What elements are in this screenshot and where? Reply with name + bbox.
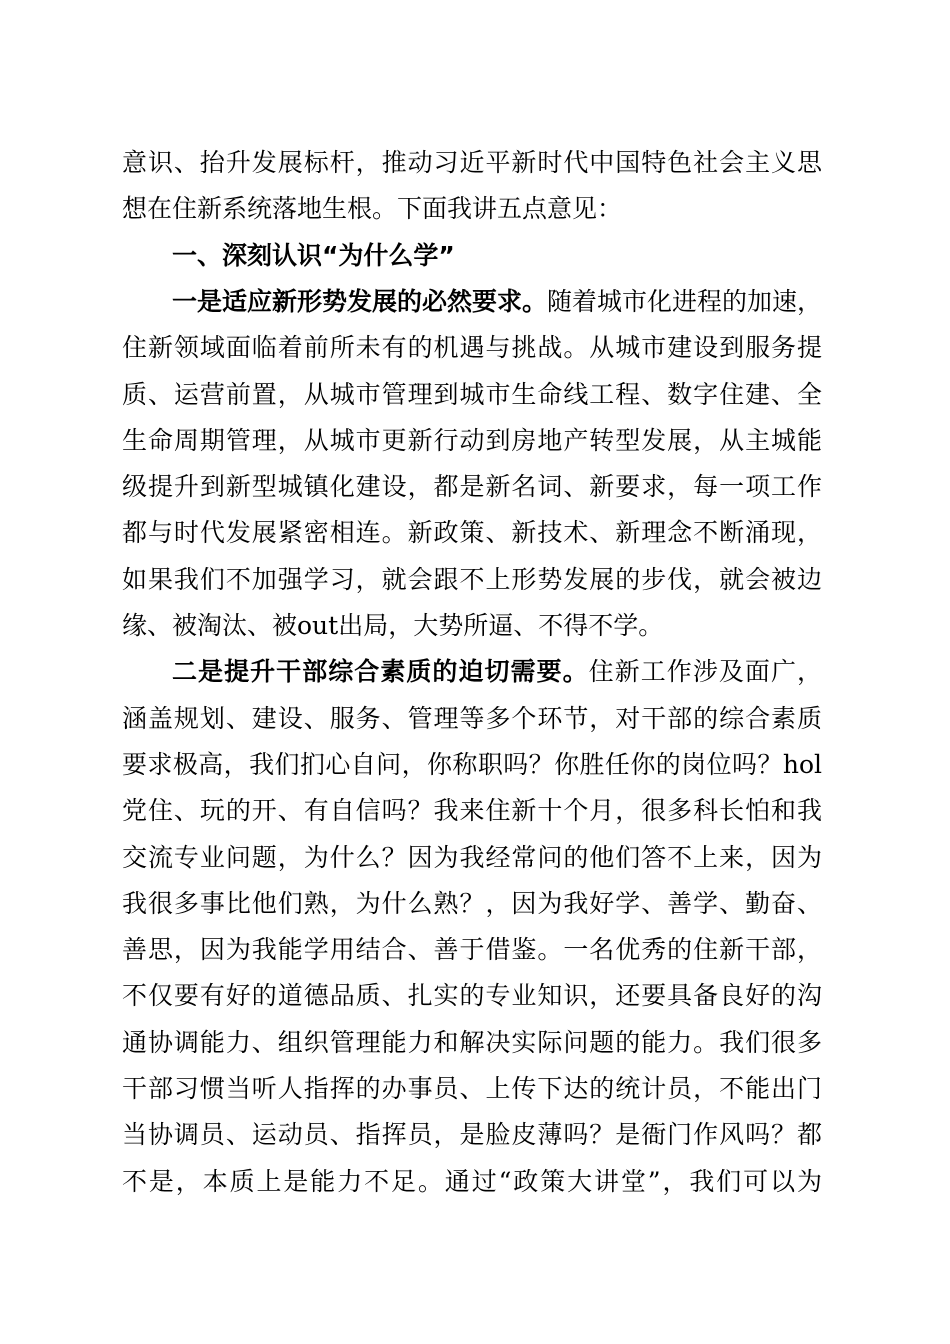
text-line: [122, 794, 822, 828]
line-text: 级提升到新型城镇化建设，都是新名词、新要求，每一项工作: [122, 472, 822, 502]
line-text: 干部习惯当听人指挥的办事员、上传下达的统计员，不能出门: [122, 1074, 822, 1103]
line-text: 涵盖规划、建设、服务、管理等多个环节，对干部的综合素质: [122, 703, 822, 733]
text-line: [122, 1118, 822, 1152]
text-line: [122, 516, 822, 550]
line-text: 都与时代发展紧密相连。新政策、新技术、新理念不断涌现，: [122, 518, 822, 548]
line-text: 想在住新系统落地生根。下面我讲五点意见：: [122, 194, 623, 224]
line-text: 党住、玩的开、有自信吗？我来住新十个月，很多科长怕和我: [122, 796, 822, 826]
line-text: 住新工作涉及面广，: [588, 657, 822, 687]
text-line: [122, 470, 822, 504]
line-text: 要求极高，我们扪心自问，你称职吗？你胜任你的岗位吗？hol: [122, 749, 822, 779]
line-text: 不仅要有好的道德品质、扎实的专业知识，还要具备良好的沟: [122, 981, 822, 1011]
section-heading: [122, 239, 822, 273]
line-text: 生命周期管理，从城市更新行动到房地产转型发展，从主城能: [122, 425, 822, 455]
line-text: 住新领域面临着前所未有的机遇与挑战。从城市建设到服务提: [122, 333, 822, 363]
text-line: [122, 146, 822, 180]
text-line: [122, 748, 822, 782]
text-line: [122, 609, 822, 643]
line-text: 意识、抬升发展标杆，推动习近平新时代中国特色社会主义思: [122, 148, 822, 177]
paragraph-lead: 一是适应新形势发展的必然要求。: [172, 286, 548, 316]
text-line: [122, 979, 822, 1013]
text-line: [122, 841, 822, 875]
text-line: [122, 1026, 822, 1060]
line-text: 我很多事比他们熟，为什么熟？，因为我好学、善学、勤奋、: [122, 888, 822, 918]
paragraph-lead: 二是提升干部综合素质的迫切需要。: [172, 657, 589, 687]
line-text: 当协调员、运动员、指挥员，是脸皮薄吗？是衙门作风吗？都: [122, 1120, 822, 1150]
text-line: [122, 655, 822, 689]
text-line: [122, 1165, 822, 1199]
line-text: 如果我们不加强学习，就会跟不上形势发展的步伐，就会被边: [122, 564, 822, 594]
text-line: [122, 702, 822, 736]
line-text: 随着城市化进程的加速，: [547, 286, 823, 316]
text-line: [122, 563, 822, 597]
line-text: 善思，因为我能学用结合、善于借鉴。一名优秀的住新干部，: [122, 935, 822, 965]
line-text: 缘、被淘汰、被out出局，大势所逼、不得不学。: [122, 611, 664, 640]
line-text: 通协调能力、组织管理能力和解决实际问题的能力。我们很多: [122, 1027, 822, 1057]
text-line: [122, 285, 822, 319]
text-line: [122, 424, 822, 458]
heading-text: 一、深刻认识“为什么学”: [172, 240, 455, 270]
text-line: [122, 331, 822, 365]
text-line: [122, 378, 822, 412]
text-line: [122, 1072, 822, 1106]
line-text: 不是，本质上是能力不足。通过“政策大讲堂”，我们可以为: [122, 1166, 822, 1196]
text-line: [122, 933, 822, 967]
text-line: [122, 192, 822, 226]
line-text: 质、运营前置，从城市管理到城市生命线工程、数字住建、全: [122, 379, 822, 409]
line-text: 交流专业问题，为什么？因为我经常问的他们答不上来，因为: [122, 842, 822, 872]
text-line: [122, 887, 822, 921]
